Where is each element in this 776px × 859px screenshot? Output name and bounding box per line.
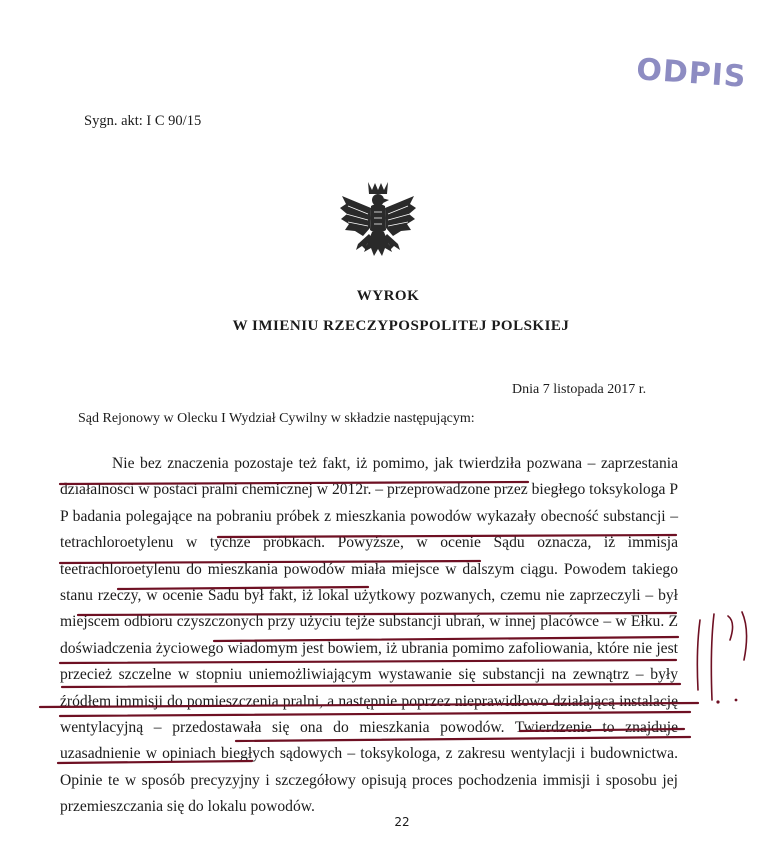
judgment-date: Dnia 7 listopada 2017 r. <box>512 382 647 397</box>
judgment-body <box>60 451 678 821</box>
case-signature: Sygn. akt: I C 90/15 <box>84 113 202 129</box>
odpis-stamp: ODPIS <box>635 52 748 95</box>
margin-scribble-mark <box>728 616 733 640</box>
polish-eagle-emblem-icon <box>336 178 420 268</box>
page-number: 22 <box>394 815 410 829</box>
margin-dot-mark <box>716 700 719 703</box>
margin-scribble-mark <box>742 612 747 660</box>
judgment-paragraph: Nie bez znaczenia pozostaje też fakt, iż pomimo, jak twierdziła pozwana – zaprzestania działalności w postaci pralni chemicznej w 2012r. – przeprowadzone przez biegłego toksykologa P P badania polegające na pobraniu próbek z mieszkania powodów wykazały obecność substancji – tetrachloroetylenu w tychże próbkach. Powyższe, w ocenie Sądu oznacza, iż immisja teetrachloroetylenu do mieszkania powodów miała miejsce w dalszym ciągu. Powodem takiego stanu rzeczy, w ocenie Sadu był fakt, iż lokal użytkowy pozwanych, czemu nie zaprzeczyli – był miejscem odbioru czyszczonych przy użyciu tejże substancji ubrań, w innej placówce – w Ełku. Z doświadczenia życiowego wiadomym jest bowiem, iż ubrania pomimo zafoliowania, które nie jest przecież szczelne w stopniu uniemożliwiającym wystawanie się substancji na zewnątrz – były źródłem immisji do pomieszczenia pralni, a następnie poprzez nieprawidłowo działającą instalację wentylacyjną – przedostawała się ona do mieszkania powodów. Twierdzenie to znajduje uzasadnienie w opiniach biegłych sądowych – toksykologa, z zakresu wentylacji i budownictwa. Opinie te w sposób precyzyjny i szczegółowy opisują proces pochodzenia immisji i sposobu jej przemieszczania się do lokalu powodów. <box>60 455 678 816</box>
margin-dot-mark <box>735 699 738 702</box>
margin-scribble-mark <box>711 614 714 700</box>
document-subtitle: W IMIENIU RZECZYPOSPOLITEJ POLSKIEJ <box>232 318 570 334</box>
court-composition: Sąd Rejonowy w Olecku I Wydział Cywilny w składzie następującym: <box>78 411 475 426</box>
margin-scribble-mark <box>697 620 700 690</box>
document-title: WYROK <box>356 288 420 304</box>
